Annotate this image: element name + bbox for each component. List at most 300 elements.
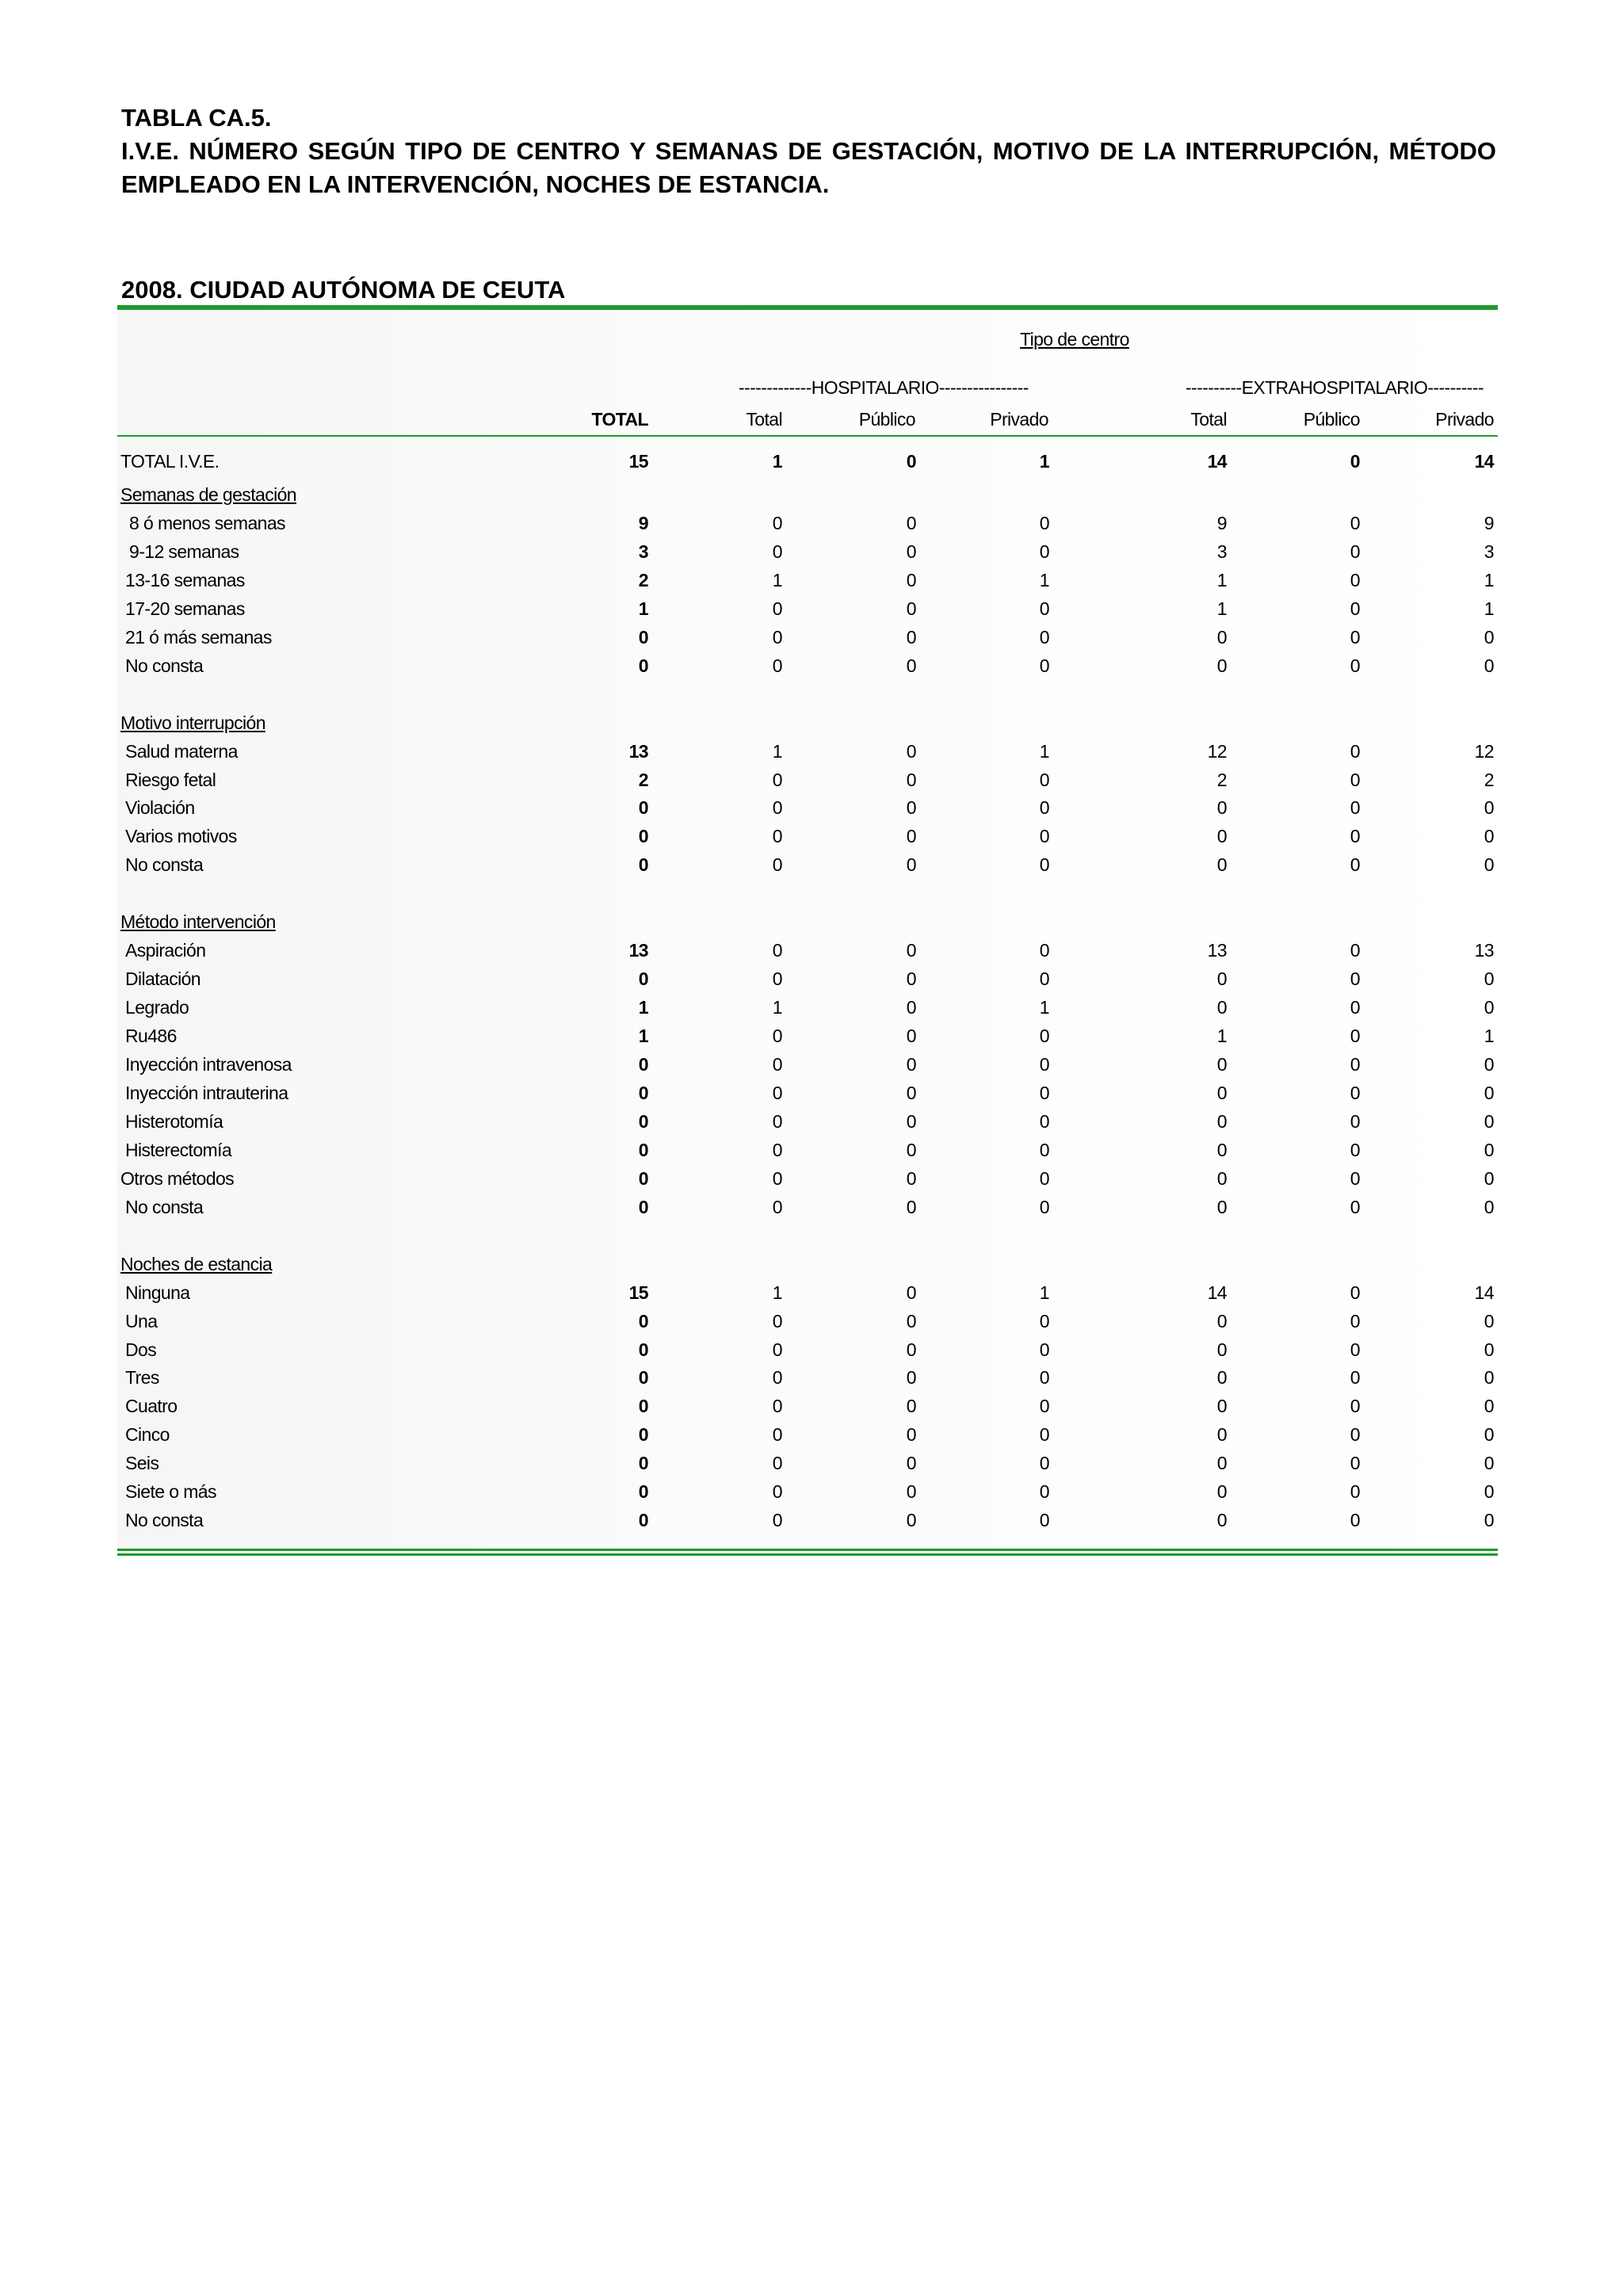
cell-value: 0 xyxy=(638,1424,648,1445)
table-row xyxy=(0,797,1623,826)
cell-value: 0 xyxy=(1216,968,1227,989)
cell-value: 0 xyxy=(1350,513,1360,533)
cell-value: 0 xyxy=(1484,1453,1494,1473)
cell-value: 0 xyxy=(772,1453,782,1473)
cell-value: 0 xyxy=(906,826,916,846)
spacer-row xyxy=(0,883,1623,911)
cell-value: 0 xyxy=(1216,627,1227,648)
cell-value: 0 xyxy=(638,1311,648,1331)
cell-value: 0 xyxy=(906,1083,916,1103)
cell-value: 0 xyxy=(638,797,648,818)
row-label: Inyección intravenosa xyxy=(125,1054,292,1075)
cell-value: 1 xyxy=(772,570,782,590)
cell-value: 0 xyxy=(1039,1054,1049,1075)
row-label: Cinco xyxy=(125,1424,170,1445)
column-header: TOTAL xyxy=(591,409,648,430)
cell-value: 0 xyxy=(1350,1168,1360,1189)
table-row xyxy=(0,1339,1623,1368)
cell-value: 0 xyxy=(1216,797,1227,818)
cell-value: 0 xyxy=(1039,1083,1049,1103)
section-heading: Motivo interrupción xyxy=(120,712,265,733)
cell-value: 0 xyxy=(1484,1510,1494,1530)
cell-value: 0 xyxy=(906,1510,916,1530)
bottom-rule xyxy=(117,1549,1498,1551)
cell-value: 0 xyxy=(906,1111,916,1132)
cell-value: 0 xyxy=(1484,1140,1494,1160)
cell-value: 3 xyxy=(638,541,648,562)
cell-value: 0 xyxy=(1216,655,1227,676)
cell-value: 0 xyxy=(1484,968,1494,989)
cell-value: 0 xyxy=(1039,1453,1049,1473)
table-row xyxy=(0,1424,1623,1453)
cell-value: 0 xyxy=(1039,541,1049,562)
cell-value: 0 xyxy=(638,1396,648,1416)
table-row xyxy=(0,997,1623,1026)
cell-value: 3 xyxy=(1484,541,1494,562)
cell-value: 0 xyxy=(1216,1168,1227,1189)
cell-value: 14 xyxy=(1474,1282,1494,1303)
cell-value: 0 xyxy=(906,997,916,1018)
table-row xyxy=(0,968,1623,997)
cell-value: 0 xyxy=(1039,513,1049,533)
row-label: No consta xyxy=(125,1197,204,1217)
cell-value: 0 xyxy=(1216,1054,1227,1075)
table-row xyxy=(0,570,1623,598)
cell-value: 0 xyxy=(1350,1311,1360,1331)
row-label: 13-16 semanas xyxy=(125,570,245,590)
cell-value: 0 xyxy=(906,1168,916,1189)
cell-value: 0 xyxy=(1484,1311,1494,1331)
cell-value: 0 xyxy=(1216,826,1227,846)
cell-value: 1 xyxy=(1039,1282,1049,1303)
cell-value: 0 xyxy=(638,968,648,989)
cell-value: 0 xyxy=(1350,1083,1360,1103)
cell-value: 1 xyxy=(1039,451,1049,472)
cell-value: 0 xyxy=(1350,968,1360,989)
cell-value: 13 xyxy=(628,940,648,961)
cell-value: 0 xyxy=(1350,1510,1360,1530)
cell-value: 1 xyxy=(772,741,782,762)
cell-value: 0 xyxy=(1216,1510,1227,1530)
cell-value: 0 xyxy=(906,1453,916,1473)
cell-value: 0 xyxy=(638,854,648,875)
cell-value: 0 xyxy=(772,627,782,648)
row-label: 21 ó más semanas xyxy=(125,627,272,648)
cell-value: 0 xyxy=(772,1339,782,1360)
cell-value: 0 xyxy=(906,598,916,619)
row-label: Seis xyxy=(125,1453,159,1473)
table-row xyxy=(0,826,1623,854)
cell-value: 0 xyxy=(1350,1339,1360,1360)
cell-value: 0 xyxy=(1350,1396,1360,1416)
table-row xyxy=(0,1054,1623,1083)
cell-value: 0 xyxy=(1039,1396,1049,1416)
cell-value: 0 xyxy=(772,655,782,676)
cell-value: 0 xyxy=(1039,1510,1049,1530)
section-title: 2008. CIUDAD AUTÓNOMA DE CEUTA xyxy=(121,276,566,304)
cell-value: 0 xyxy=(906,1396,916,1416)
cell-value: 0 xyxy=(772,1054,782,1075)
cell-value: 0 xyxy=(1216,1083,1227,1103)
cell-value: 0 xyxy=(772,826,782,846)
table-row xyxy=(0,598,1623,627)
cell-value: 0 xyxy=(1039,627,1049,648)
cell-value: 0 xyxy=(906,1197,916,1217)
cell-value: 0 xyxy=(1484,997,1494,1018)
table-row xyxy=(0,1282,1623,1311)
cell-value: 0 xyxy=(772,1168,782,1189)
cell-value: 0 xyxy=(1484,1083,1494,1103)
cell-value: 0 xyxy=(772,1111,782,1132)
row-label: No consta xyxy=(125,1510,204,1530)
cell-value: 0 xyxy=(1350,854,1360,875)
cell-value: 1 xyxy=(772,1282,782,1303)
cell-value: 0 xyxy=(906,854,916,875)
cell-value: 0 xyxy=(772,1510,782,1530)
cell-value: 0 xyxy=(1350,1424,1360,1445)
table-row xyxy=(0,1311,1623,1339)
cell-value: 1 xyxy=(1216,570,1227,590)
cell-value: 0 xyxy=(1216,1339,1227,1360)
cell-value: 0 xyxy=(1039,1197,1049,1217)
cell-value: 0 xyxy=(1350,1453,1360,1473)
cell-value: 0 xyxy=(1039,598,1049,619)
section-heading-row xyxy=(0,1254,1623,1282)
cell-value: 0 xyxy=(1039,968,1049,989)
table-row xyxy=(0,854,1623,883)
row-label: Dos xyxy=(125,1339,157,1360)
cell-value: 0 xyxy=(772,1367,782,1388)
column-header: Público xyxy=(1303,409,1360,430)
cell-value: 14 xyxy=(1207,1282,1227,1303)
cell-value: 0 xyxy=(906,1282,916,1303)
row-label: Cuatro xyxy=(125,1396,178,1416)
table-row xyxy=(0,940,1623,968)
section-heading-row xyxy=(0,484,1623,513)
column-header: Privado xyxy=(1435,409,1494,430)
header-rule xyxy=(117,435,1498,437)
cell-value: 0 xyxy=(906,940,916,961)
cell-value: 0 xyxy=(1350,655,1360,676)
section-heading: Semanas de gestación xyxy=(120,484,296,505)
cell-value: 0 xyxy=(1350,627,1360,648)
table-row xyxy=(0,1481,1623,1510)
table-row xyxy=(0,627,1623,655)
tipo-centro-heading: Tipo de centro xyxy=(1020,329,1129,350)
cell-value: 3 xyxy=(1216,541,1227,562)
cell-value: 0 xyxy=(1350,1481,1360,1502)
cell-value: 0 xyxy=(772,1481,782,1502)
cell-value: 1 xyxy=(1484,1026,1494,1046)
table-row xyxy=(0,1367,1623,1396)
cell-value: 0 xyxy=(906,1054,916,1075)
cell-value: 0 xyxy=(1484,1396,1494,1416)
table-row xyxy=(0,513,1623,541)
cell-value: 0 xyxy=(1484,1424,1494,1445)
cell-value: 0 xyxy=(638,1111,648,1132)
row-label: Riesgo fetal xyxy=(125,770,216,790)
cell-value: 0 xyxy=(906,1481,916,1502)
cell-value: 0 xyxy=(1216,1424,1227,1445)
table-title: I.V.E. NÚMERO SEGÚN TIPO DE CENTRO Y SEMANAS DE GESTACIÓN, MOTIVO DE LA INTERRUPCIÓN, MÉTODO EMPLEADO EN LA INTERVENCIÓN, NOCHES DE ESTANCIA. xyxy=(121,137,1496,198)
cell-value: 0 xyxy=(772,598,782,619)
extrahospitalario-group-heading: ----------EXTRAHOSPITALARIO---------- xyxy=(1186,377,1484,398)
cell-value: 0 xyxy=(906,770,916,790)
section-heading-row xyxy=(0,911,1623,940)
cell-value: 9 xyxy=(638,513,648,533)
cell-value: 13 xyxy=(1474,940,1494,961)
cell-value: 0 xyxy=(772,1083,782,1103)
cell-value: 0 xyxy=(906,797,916,818)
cell-value: 0 xyxy=(638,627,648,648)
hospitalario-group-heading: -------------HOSPITALARIO---------------- xyxy=(739,377,1029,398)
table-row xyxy=(0,741,1623,770)
cell-value: 0 xyxy=(1484,854,1494,875)
cell-value: 0 xyxy=(1039,1026,1049,1046)
cell-value: 0 xyxy=(1039,797,1049,818)
cell-value: 2 xyxy=(638,770,648,790)
cell-value: 0 xyxy=(1484,655,1494,676)
cell-value: 14 xyxy=(1207,451,1227,472)
cell-value: 0 xyxy=(1350,570,1360,590)
cell-value: 0 xyxy=(1216,1140,1227,1160)
cell-value: 0 xyxy=(906,655,916,676)
cell-value: 0 xyxy=(772,541,782,562)
table-code: TABLA CA.5. xyxy=(121,104,272,132)
cell-value: 0 xyxy=(1039,1111,1049,1132)
cell-value: 0 xyxy=(1484,1111,1494,1132)
table-row xyxy=(0,451,1623,479)
cell-value: 0 xyxy=(906,1026,916,1046)
cell-value: 1 xyxy=(1216,598,1227,619)
cell-value: 0 xyxy=(638,655,648,676)
cell-value: 0 xyxy=(1039,1481,1049,1502)
bottom-rule-double xyxy=(117,1553,1498,1556)
cell-value: 1 xyxy=(1039,570,1049,590)
row-label: Varios motivos xyxy=(125,826,237,846)
cell-value: 0 xyxy=(1216,1111,1227,1132)
table-row xyxy=(0,1083,1623,1111)
cell-value: 0 xyxy=(1039,826,1049,846)
cell-value: 0 xyxy=(1350,797,1360,818)
cell-value: 0 xyxy=(772,1026,782,1046)
row-label: Siete o más xyxy=(125,1481,216,1502)
table-row xyxy=(0,1168,1623,1197)
row-label: No consta xyxy=(125,854,204,875)
cell-value: 0 xyxy=(638,1339,648,1360)
row-label: 17-20 semanas xyxy=(125,598,245,619)
cell-value: 2 xyxy=(1484,770,1494,790)
cell-value: 9 xyxy=(1484,513,1494,533)
cell-value: 12 xyxy=(1474,741,1494,762)
cell-value: 0 xyxy=(906,513,916,533)
cell-value: 0 xyxy=(1484,1197,1494,1217)
cell-value: 0 xyxy=(638,1481,648,1502)
section-heading-row xyxy=(0,712,1623,741)
column-header: Privado xyxy=(990,409,1048,430)
cell-value: 0 xyxy=(772,1197,782,1217)
cell-value: 0 xyxy=(1039,1424,1049,1445)
cell-value: 0 xyxy=(772,1396,782,1416)
cell-value: 0 xyxy=(638,1453,648,1473)
column-header: Total xyxy=(746,409,782,430)
cell-value: 1 xyxy=(638,997,648,1018)
column-header: Total xyxy=(1190,409,1227,430)
table-row xyxy=(0,1111,1623,1140)
cell-value: 0 xyxy=(1484,1339,1494,1360)
row-label: No consta xyxy=(125,655,204,676)
cell-value: 0 xyxy=(638,1083,648,1103)
cell-value: 0 xyxy=(638,1054,648,1075)
cell-value: 0 xyxy=(1039,655,1049,676)
cell-value: 0 xyxy=(638,826,648,846)
table-row xyxy=(0,1510,1623,1538)
cell-value: 0 xyxy=(1350,1282,1360,1303)
row-label: Ru486 xyxy=(125,1026,177,1046)
cell-value: 0 xyxy=(906,1367,916,1388)
table-row xyxy=(0,655,1623,684)
cell-value: 0 xyxy=(1350,997,1360,1018)
cell-value: 0 xyxy=(1039,1140,1049,1160)
cell-value: 0 xyxy=(1039,1367,1049,1388)
row-label: Tres xyxy=(125,1367,159,1388)
cell-value: 1 xyxy=(772,997,782,1018)
row-label: Inyección intrauterina xyxy=(125,1083,288,1103)
cell-value: 0 xyxy=(638,1367,648,1388)
cell-value: 0 xyxy=(1216,997,1227,1018)
cell-value: 0 xyxy=(1039,1339,1049,1360)
cell-value: 15 xyxy=(628,451,648,472)
cell-value: 0 xyxy=(772,797,782,818)
cell-value: 0 xyxy=(1484,627,1494,648)
section-heading: Método intervención xyxy=(120,911,276,932)
cell-value: 0 xyxy=(1216,1396,1227,1416)
cell-value: 0 xyxy=(1350,770,1360,790)
table-row xyxy=(0,1453,1623,1481)
cell-value: 1 xyxy=(638,598,648,619)
cell-value: 0 xyxy=(1350,1054,1360,1075)
cell-value: 1 xyxy=(772,451,782,472)
cell-value: 0 xyxy=(1216,1197,1227,1217)
row-label: Una xyxy=(125,1311,158,1331)
cell-value: 0 xyxy=(906,741,916,762)
cell-value: 2 xyxy=(638,570,648,590)
cell-value: 0 xyxy=(772,1140,782,1160)
row-label: Dilatación xyxy=(125,968,200,989)
cell-value: 0 xyxy=(1216,854,1227,875)
cell-value: 0 xyxy=(1039,854,1049,875)
cell-value: 14 xyxy=(1474,451,1494,472)
row-label: Legrado xyxy=(125,997,189,1018)
cell-value: 15 xyxy=(628,1282,648,1303)
cell-value: 0 xyxy=(1484,1481,1494,1502)
cell-value: 0 xyxy=(1039,1311,1049,1331)
cell-value: 0 xyxy=(1039,770,1049,790)
cell-value: 0 xyxy=(906,541,916,562)
cell-value: 12 xyxy=(1207,741,1227,762)
cell-value: 0 xyxy=(1216,1367,1227,1388)
cell-value: 0 xyxy=(906,627,916,648)
row-label: Histerotomía xyxy=(125,1111,223,1132)
cell-value: 0 xyxy=(1350,940,1360,961)
cell-value: 0 xyxy=(1350,1197,1360,1217)
cell-value: 0 xyxy=(1039,1168,1049,1189)
cell-value: 0 xyxy=(638,1140,648,1160)
cell-value: 0 xyxy=(906,1311,916,1331)
cell-value: 0 xyxy=(906,1424,916,1445)
cell-value: 13 xyxy=(628,741,648,762)
section-heading: Noches de estancia xyxy=(120,1254,273,1274)
cell-value: 0 xyxy=(1216,1453,1227,1473)
cell-value: 0 xyxy=(1216,1311,1227,1331)
spacer-row xyxy=(0,684,1623,712)
cell-value: 0 xyxy=(1484,1054,1494,1075)
table-row xyxy=(0,770,1623,798)
cell-value: 0 xyxy=(638,1510,648,1530)
cell-value: 0 xyxy=(638,1168,648,1189)
row-label: 9-12 semanas xyxy=(129,541,239,562)
spacer-row xyxy=(0,1225,1623,1254)
cell-value: 9 xyxy=(1216,513,1227,533)
cell-value: 0 xyxy=(906,451,916,472)
cell-value: 0 xyxy=(1350,826,1360,846)
row-label: Salud materna xyxy=(125,741,238,762)
cell-value: 0 xyxy=(1484,1168,1494,1189)
cell-value: 1 xyxy=(638,1026,648,1046)
cell-value: 1 xyxy=(1039,741,1049,762)
row-label: Aspiración xyxy=(125,940,206,961)
cell-value: 0 xyxy=(906,968,916,989)
cell-value: 0 xyxy=(1216,1481,1227,1502)
cell-value: 1 xyxy=(1039,997,1049,1018)
cell-value: 2 xyxy=(1216,770,1227,790)
table-row xyxy=(0,1197,1623,1225)
cell-value: 0 xyxy=(772,854,782,875)
cell-value: 0 xyxy=(1484,797,1494,818)
cell-value: 0 xyxy=(1350,598,1360,619)
cell-value: 0 xyxy=(1350,1111,1360,1132)
row-label: TOTAL I.V.E. xyxy=(120,451,220,472)
cell-value: 0 xyxy=(638,1197,648,1217)
cell-value: 1 xyxy=(1216,1026,1227,1046)
cell-value: 0 xyxy=(906,1140,916,1160)
table-row xyxy=(0,1026,1623,1054)
cell-value: 0 xyxy=(772,1311,782,1331)
row-label: Histerectomía xyxy=(125,1140,232,1160)
cell-value: 0 xyxy=(1350,451,1360,472)
cell-value: 0 xyxy=(1350,1026,1360,1046)
cell-value: 0 xyxy=(906,1339,916,1360)
cell-value: 0 xyxy=(1350,1140,1360,1160)
cell-value: 0 xyxy=(1350,1367,1360,1388)
cell-value: 0 xyxy=(772,513,782,533)
cell-value: 0 xyxy=(1350,541,1360,562)
cell-value: 0 xyxy=(1484,826,1494,846)
table-row xyxy=(0,541,1623,570)
table-row xyxy=(0,1396,1623,1424)
column-header: Público xyxy=(858,409,915,430)
cell-value: 0 xyxy=(1484,1367,1494,1388)
cell-value: 0 xyxy=(772,968,782,989)
cell-value: 0 xyxy=(772,940,782,961)
row-label: Ninguna xyxy=(125,1282,190,1303)
cell-value: 0 xyxy=(772,1424,782,1445)
cell-value: 0 xyxy=(906,570,916,590)
cell-value: 1 xyxy=(1484,570,1494,590)
cell-value: 0 xyxy=(772,770,782,790)
cell-value: 0 xyxy=(1039,940,1049,961)
table-row xyxy=(0,1140,1623,1168)
